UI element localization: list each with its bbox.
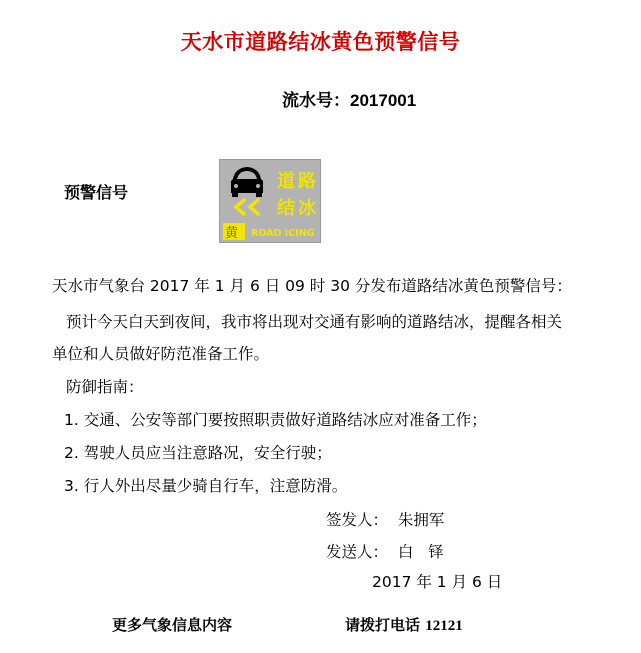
guide-item-1: 1. 交通、公安等部门要按照职责做好道路结冰应对准备工作； [64,411,487,429]
icon-text-bing: 冰 [298,198,316,219]
body-line-1: 天水市气象台 2017 年 1 月 6 日 09 时 30 分发布道路结冰黄色预警信号： [52,277,572,295]
icon-text-jie: 结 [277,198,295,219]
sender-line: 发送人： 白 铎 [326,543,444,561]
body-line-2: 预计今天白天到夜间，我市将出现对交通有影响的道路结冰，提醒各相关 [66,313,563,331]
serial-number [282,86,416,111]
guide-item-2: 2. 驾驶人员应当注意路况，安全行驶； [64,444,332,462]
footer-more-info: 更多气象信息内容 [112,616,233,634]
icon-text-dao: 道 [277,171,295,192]
footer-phone-number: 12121 [425,618,463,634]
issue-date: 2017 年 1 月 6 日 [372,573,503,591]
guide-title: 防御指南： [66,378,144,396]
footer-phone [345,614,463,635]
serial-label: 流水号： [282,91,350,110]
serial-value: 2017001 [350,91,417,110]
icon-english-text: ROAD ICING [251,228,315,239]
signal-label: 预警信号 [64,183,129,202]
icon-level-text: 黄 [225,226,239,241]
footer-phone-label: 请拨打电话 [345,616,426,634]
road-icing-yellow-signal-icon [219,159,321,243]
guide-item-3: 3. 行人外出尽量少骑自行车，注意防滑。 [64,477,348,495]
page-title: 天水市道路结冰黄色预警信号 [180,30,461,54]
body-line-3: 单位和人员做好防范准备工作。 [52,345,270,363]
issuer-line: 签发人： 朱拥军 [326,511,445,529]
icon-text-lu: 路 [298,171,316,192]
